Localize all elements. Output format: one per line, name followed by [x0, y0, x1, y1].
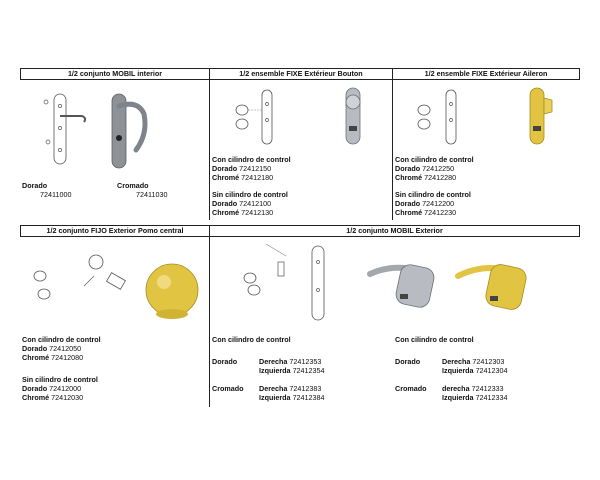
mobil-exterior-right-cromado-right-code: 72412333: [471, 384, 504, 393]
fijo-pomo-without-chrome: [22, 393, 83, 402]
fijo-pomo-with-chrome-label: Chromé: [22, 353, 50, 362]
mobil-interior-dorado-label: Dorado: [22, 181, 48, 190]
fixe-aileron-with-dorado: [395, 164, 454, 173]
mobil-exterior-left-title: Con cilindro de control: [212, 335, 291, 344]
fijo-pomo-with-title: Con cilindro de control: [22, 335, 101, 344]
mobil-exterior-gold-illustration: [452, 252, 532, 312]
mobil-exterior-left-cromado-right: [259, 384, 321, 393]
mobil-exterior-left-dorado-label: Dorado: [212, 357, 238, 366]
fijo-pomo-with-chrome: [22, 353, 83, 362]
mobil-exterior-right-dorado-right-code: 72412303: [472, 357, 505, 366]
fixe-aileron-without-chrome: [395, 208, 456, 217]
fijo-pomo-with-dorado-code: 72412050: [49, 344, 82, 353]
mobil-exterior-right-dorado-left-label: Izquierda: [442, 366, 474, 375]
mobil-exterior-right-cromado-left-label: Izquierda: [442, 393, 474, 402]
header-mobil-interior: 1/2 conjunto MOBIL interior: [20, 68, 210, 80]
fixe-bouton-with-chrome-label: Chromé: [212, 173, 240, 182]
fixe-bouton-with-dorado-code: 72412150: [239, 164, 272, 173]
mobil-exterior-left-dorado-right-code: 72412353: [289, 357, 322, 366]
mobil-exterior-right-dorado-right-label: Derecha: [442, 357, 471, 366]
mobil-exterior-right-title: Con cilindro de control: [395, 335, 474, 344]
fixe-bouton-without-dorado: [212, 199, 271, 208]
mobil-exterior-right-cromado-right: [442, 384, 504, 393]
fixe-bouton-with-dorado-label: Dorado: [212, 164, 238, 173]
fijo-pomo-without-dorado-label: Dorado: [22, 384, 48, 393]
fixe-aileron-exploded-illustration: [410, 86, 470, 148]
fixe-bouton-with-dorado: [212, 164, 271, 173]
fixe-aileron-without-chrome-code: 72412230: [424, 208, 457, 217]
fixe-bouton-without-title: Sin cilindro de control: [212, 190, 288, 199]
fijo-pomo-without-dorado-code: 72412000: [49, 384, 82, 393]
fixe-aileron-with-chrome-label: Chromé: [395, 173, 423, 182]
mobil-exterior-left-cromado-left-label: Izquierda: [259, 393, 291, 402]
fixe-aileron-without-chrome-label: Chromé: [395, 208, 423, 217]
mobil-exterior-left-cromado-label: Cromado: [212, 384, 244, 393]
mobil-interior-cromado-label: Cromado: [117, 181, 149, 190]
mobil-exterior-left-dorado-right-label: Derecha: [259, 357, 288, 366]
mobil-exterior-exploded-illustration: [228, 242, 338, 322]
mobil-exterior-right-dorado-left: [442, 366, 508, 375]
mobil-exterior-right-cromado-label: Cromado: [395, 384, 427, 393]
mobil-exterior-left-cromado-left: [259, 393, 325, 402]
fixe-aileron-gold-illustration: [520, 86, 560, 146]
fixe-bouton-without-dorado-code: 72412100: [239, 199, 272, 208]
mobil-exterior-right-dorado-right: [442, 357, 504, 366]
header-fijo-pomo-central: 1/2 conjunto FIJO Exterior Pomo central: [20, 225, 210, 237]
mobil-exterior-left-cromado-right-code: 72412383: [289, 384, 322, 393]
fixe-aileron-with-dorado-code: 72412250: [422, 164, 455, 173]
mobil-interior-chrome-handle-illustration: [108, 92, 168, 172]
fijo-pomo-without-title: Sin cilindro de control: [22, 375, 98, 384]
fixe-bouton-exploded-illustration: [228, 86, 288, 148]
column-divider: [209, 237, 210, 407]
mobil-exterior-right-cromado-right-label: derecha: [442, 384, 470, 393]
fixe-bouton-with-chrome: [212, 173, 273, 182]
fixe-bouton-without-chrome-code: 72412130: [241, 208, 274, 217]
mobil-exterior-right-dorado-left-code: 72412304: [475, 366, 508, 375]
fijo-pomo-gold-knob-illustration: [144, 262, 204, 322]
fixe-bouton-chrome-illustration: [336, 86, 372, 146]
fixe-bouton-without-chrome-label: Chromé: [212, 208, 240, 217]
fixe-bouton-with-chrome-code: 72412180: [241, 173, 274, 182]
column-divider: [209, 80, 210, 220]
fixe-bouton-without-chrome: [212, 208, 273, 217]
fijo-pomo-without-chrome-label: Chromé: [22, 393, 50, 402]
fijo-pomo-without-chrome-code: 72412030: [51, 393, 84, 402]
mobil-exterior-right-dorado-label: Dorado: [395, 357, 421, 366]
mobil-exterior-left-dorado-right: [259, 357, 321, 366]
fijo-pomo-exploded-illustration: [28, 248, 138, 308]
header-fixe-aileron: 1/2 ensemble FIXE Extérieur Aileron: [392, 68, 580, 80]
fijo-pomo-with-dorado: [22, 344, 81, 353]
mobil-exterior-right-cromado-left: [442, 393, 508, 402]
fixe-aileron-with-chrome: [395, 173, 456, 182]
mobil-exterior-left-cromado-left-code: 72412384: [292, 393, 325, 402]
fixe-aileron-without-dorado-code: 72412200: [422, 199, 455, 208]
fixe-bouton-without-dorado-label: Dorado: [212, 199, 238, 208]
fixe-aileron-with-dorado-label: Dorado: [395, 164, 421, 173]
mobil-exterior-left-dorado-left: [259, 366, 325, 375]
mobil-exterior-right-cromado-left-code: 72412334: [475, 393, 508, 402]
mobil-exterior-left-dorado-left-code: 72412354: [292, 366, 325, 375]
fixe-aileron-with-chrome-code: 72412280: [424, 173, 457, 182]
mobil-interior-dorado-code: 72411000: [40, 190, 72, 199]
column-divider: [392, 80, 393, 220]
mobil-exterior-chrome-illustration: [362, 252, 442, 312]
header-fixe-bouton: 1/2 ensemble FIXE Extérieur Bouton: [209, 68, 393, 80]
fijo-pomo-without-dorado: [22, 384, 81, 393]
mobil-exterior-left-cromado-right-label: Derecha: [259, 384, 288, 393]
header-mobil-exterior: 1/2 conjunto MOBIL Exterior: [209, 225, 580, 237]
fixe-aileron-with-title: Con cilindro de control: [395, 155, 474, 164]
fixe-aileron-without-dorado: [395, 199, 454, 208]
fijo-pomo-with-dorado-label: Dorado: [22, 344, 48, 353]
fixe-aileron-without-dorado-label: Dorado: [395, 199, 421, 208]
fixe-aileron-without-title: Sin cilindro de control: [395, 190, 471, 199]
fixe-bouton-with-title: Con cilindro de control: [212, 155, 291, 164]
mobil-interior-cromado-code: 72411030: [136, 190, 168, 199]
mobil-interior-exploded-illustration: [42, 92, 92, 172]
mobil-exterior-left-dorado-left-label: Izquierda: [259, 366, 291, 375]
fijo-pomo-with-chrome-code: 72412080: [51, 353, 84, 362]
